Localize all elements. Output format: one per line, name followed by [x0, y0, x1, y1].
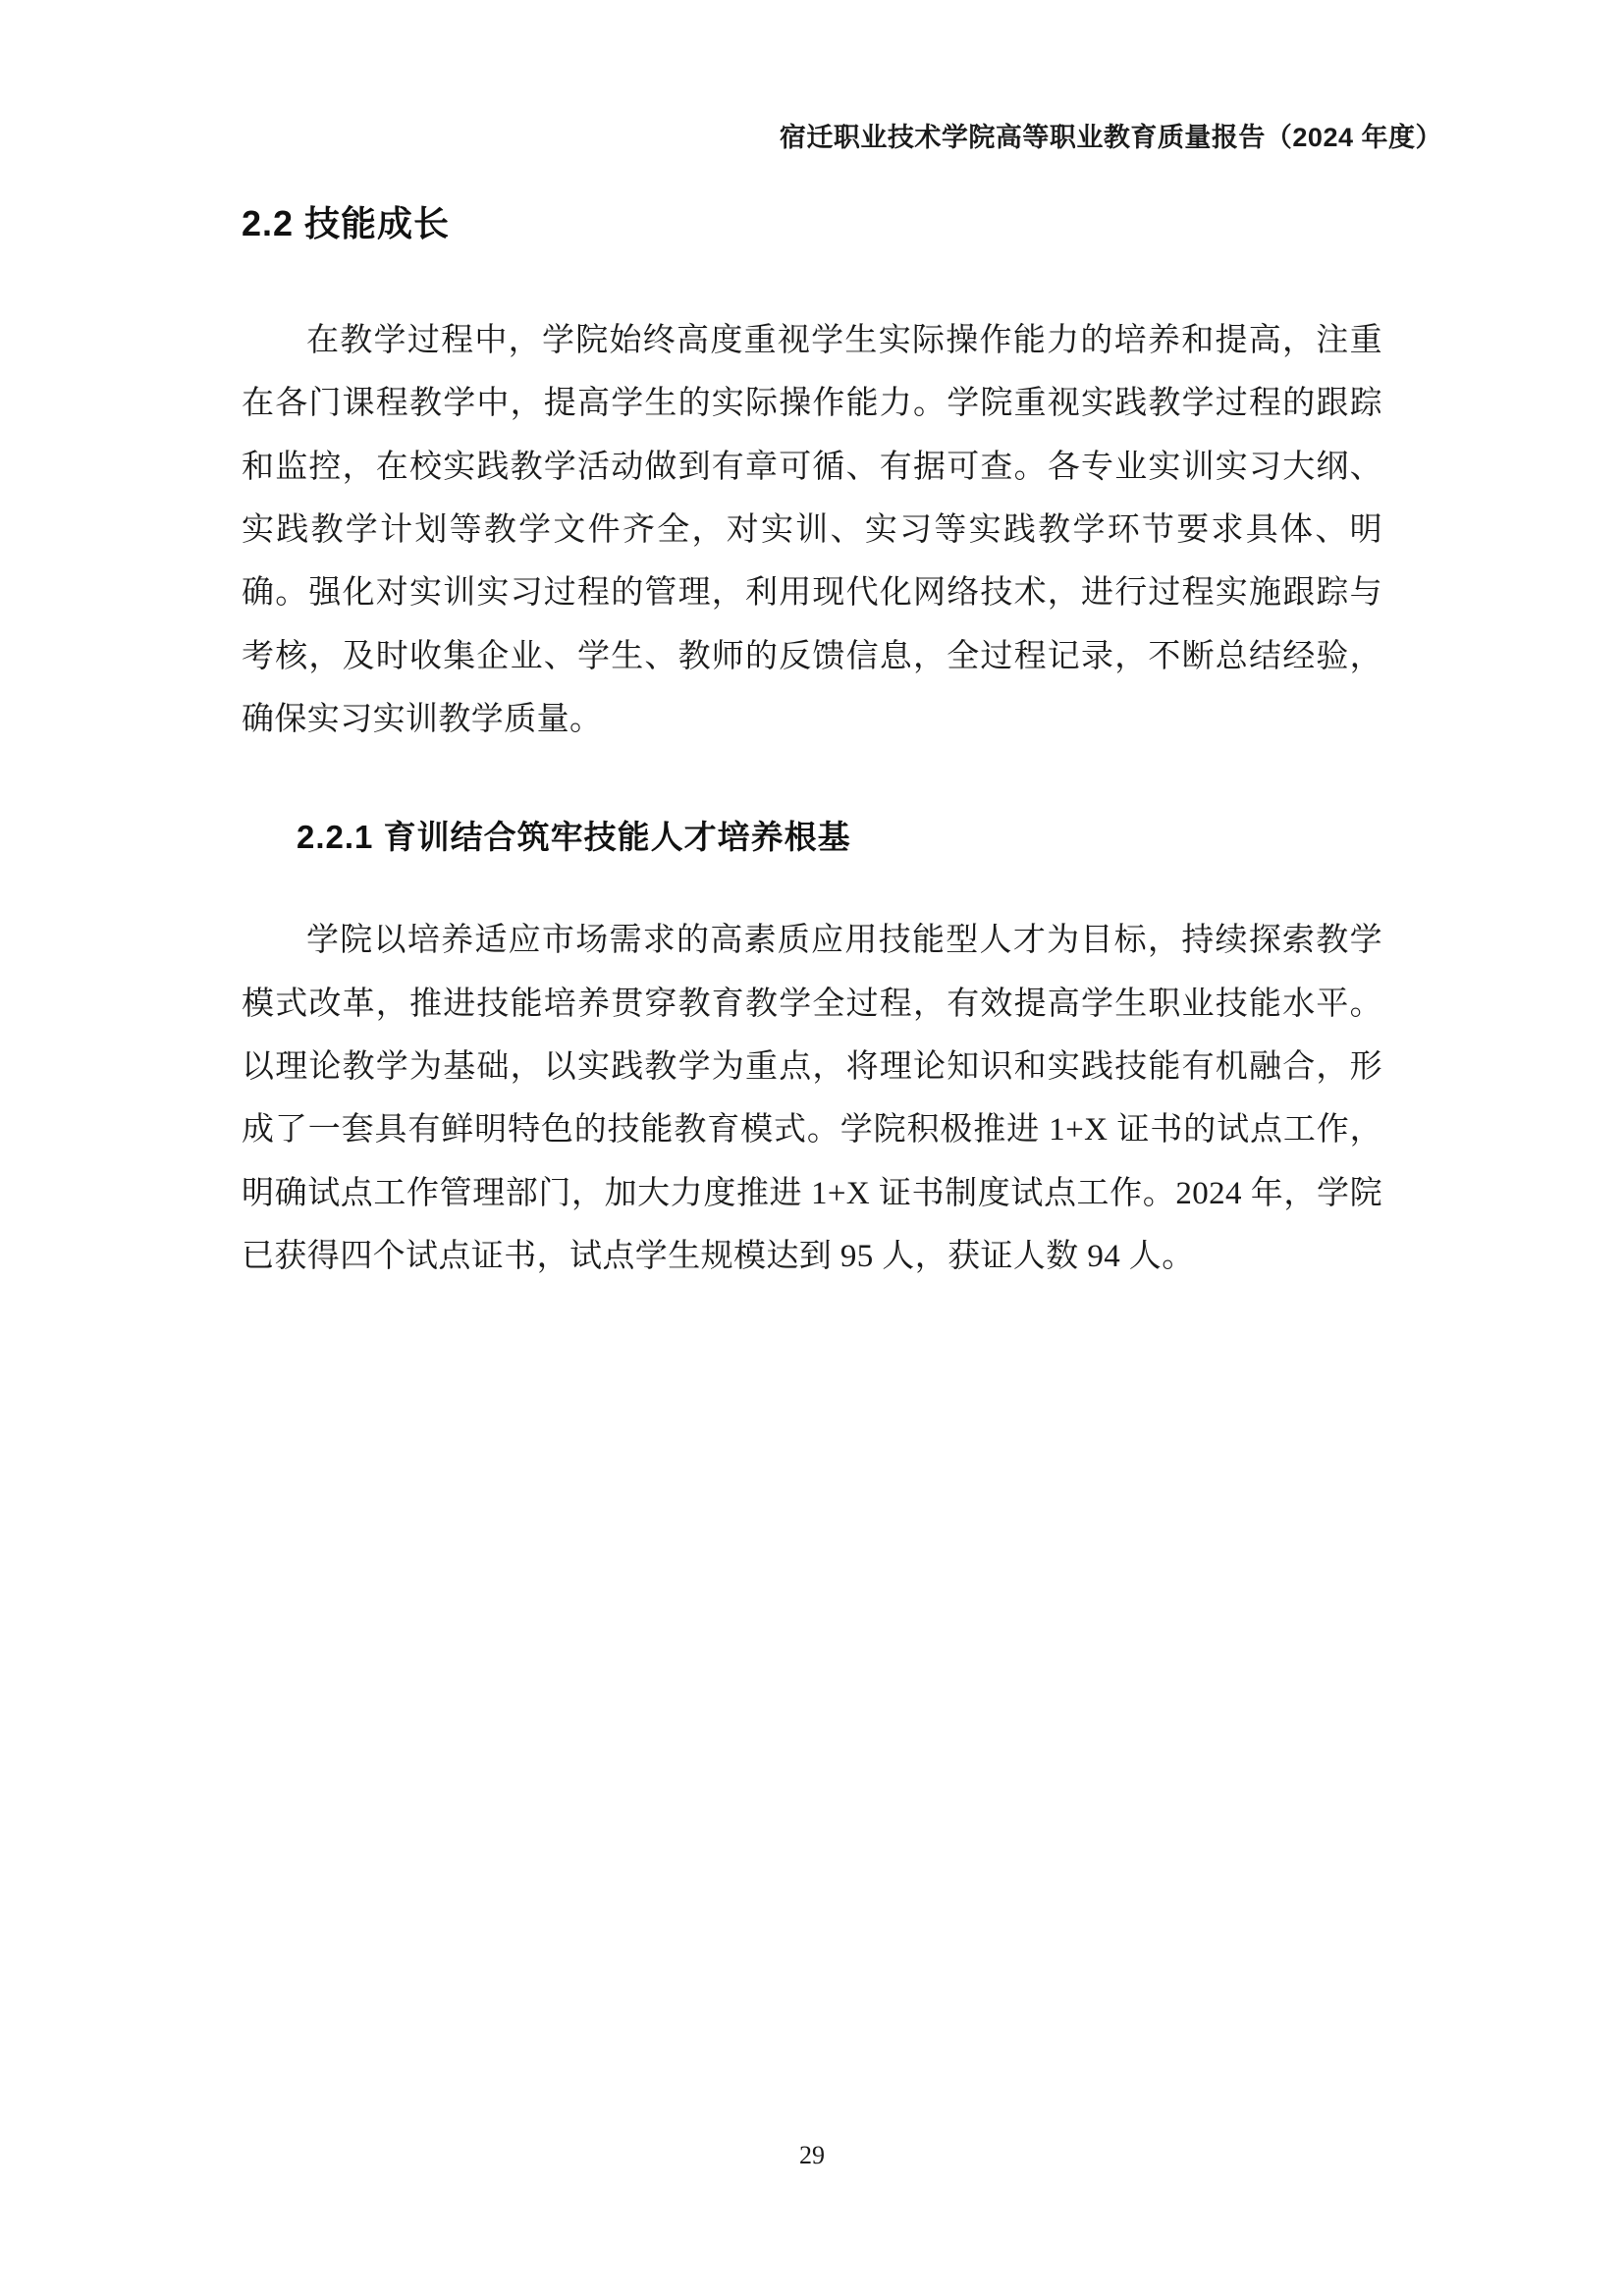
- spacer: [242, 751, 1382, 812]
- page-header: 宿迁职业技术学院高等职业教育质量报告（2024 年度）: [779, 123, 1442, 152]
- section-title-2-2: 2.2 技能成长: [242, 203, 451, 243]
- spacer: [242, 858, 1382, 909]
- spacer: [242, 246, 1382, 309]
- paragraph-2-2-1: 在教学过程中，学院始终高度重视学生实际操作能力的培养和提高，注重在各门课程教学中，提高学生的实际操作能力。学院重视实践教学过程的跟踪和监控，在校实践教学活动做到有章可循、有据可查。各专业实训实习大纲、实践教学计划等教学文件齐全，对实训、实习等实践教学环节要求具体、明确。强化对实训实习过程的管理，利用现代化网络技术，进行过程实施跟踪与考核，及时收集企业、学生、教师的反馈信息，全过程记录，不断总结经验，确保实习实训教学质量。: [242, 323, 1382, 738]
- page-content: [242, 196, 1382, 1288]
- page-number: 29: [799, 2141, 825, 2169]
- subsection-title-2-2-1: 2.2.1 育训结合筑牢技能人才培养根基: [297, 819, 851, 856]
- paragraph-2-2-1-body: 学院以培养适应市场需求的高素质应用技能型人才为目标，持续探索教学模式改革，推进技能培养贯穿教育教学全过程，有效提高学生职业技能水平。以理论教学为基础，以实践教学为重点，将理论知识和实践技能有机融合，形成了一套具有鲜明特色的技能教育模式。学院积极推进 1+X 证书的试点工作，明确试点工作管理部门，加大力度推进 1+X 证书制度试点工作。2024 年，学院已获得四个试点证书，试点学生规模达到 95 人，获证人数 94 人。: [242, 923, 1382, 1275]
